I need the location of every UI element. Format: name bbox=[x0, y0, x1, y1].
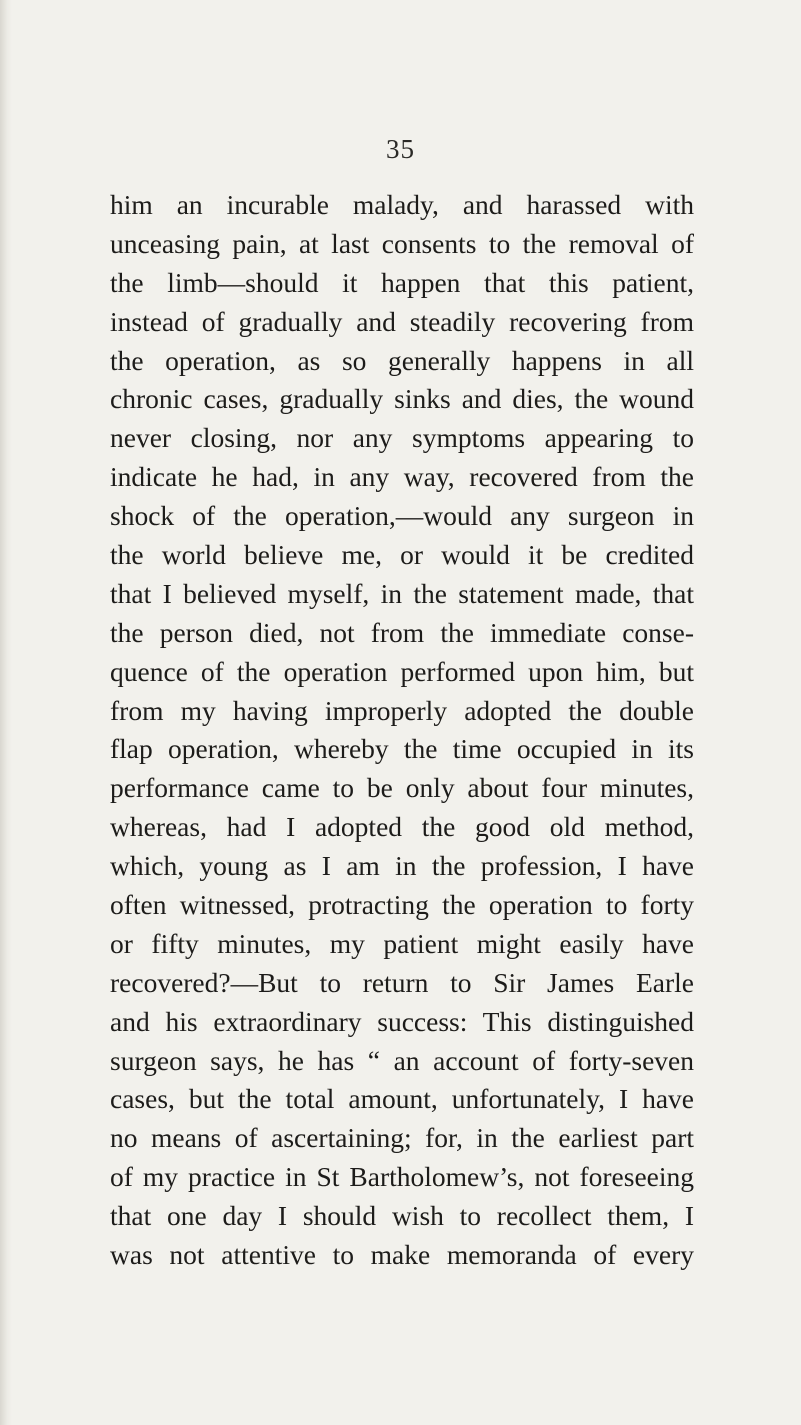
text-line: and his extraordinary success: This distinguished bbox=[110, 1005, 694, 1037]
text-line: indicate he had, in any way, recovered from the bbox=[110, 461, 694, 493]
text-line: chronic cases, gradually sinks and dies, the wound bbox=[110, 383, 694, 415]
text-line: never closing, nor any symptoms appearing to bbox=[110, 422, 694, 454]
text-line: recovered?—But to return to Sir James Earle bbox=[110, 966, 694, 998]
text-line: that I believed myself, in the statement made, that bbox=[110, 577, 694, 609]
text-line: instead of gradually and steadily recovering from bbox=[110, 305, 694, 337]
page-number: 35 bbox=[386, 134, 415, 164]
text-line: often witnessed, protracting the operation to forty bbox=[110, 889, 694, 921]
text-line: of my practice in St Bartholomew’s, not foreseeing bbox=[110, 1161, 694, 1193]
text-line: him an incurable malady, and harassed with bbox=[110, 189, 694, 220]
text-line: whereas, had I adopted the good old method, bbox=[110, 811, 694, 843]
text-line: the limb—should it happen that this patient, bbox=[110, 266, 694, 298]
body-text bbox=[110, 186, 694, 1275]
text-line: quence of the operation performed upon him, but bbox=[110, 655, 694, 687]
text-line: performance came to be only about four minutes, bbox=[110, 772, 694, 804]
text-line: the person died, not from the immediate conse- bbox=[110, 616, 694, 648]
text-line: or fifty minutes, my patient might easily have bbox=[110, 927, 694, 959]
text-line: the operation, as so generally happens in all bbox=[110, 344, 694, 376]
text-line: which, young as I am in the profession, I have bbox=[110, 850, 694, 882]
text-line: was not attentive to make memoranda of every bbox=[110, 1239, 694, 1271]
text-line: that one day I should wish to recollect them, I bbox=[110, 1200, 694, 1232]
text-line: shock of the operation,—would any surgeon in bbox=[110, 500, 694, 532]
text-line: from my having improperly adopted the double bbox=[110, 694, 694, 726]
text-line: surgeon says, he has “ an account of forty-seven bbox=[110, 1044, 694, 1076]
text-line: flap operation, whereby the time occupied in its bbox=[110, 733, 694, 765]
page-edge-shadow bbox=[0, 0, 12, 1425]
text-line: the world believe me, or would it be credited bbox=[110, 539, 694, 571]
text-line: unceasing pain, at last consents to the removal of bbox=[110, 227, 694, 259]
text-line: cases, but the total amount, unfortunately, I have bbox=[110, 1083, 694, 1115]
text-line: no means of ascertaining; for, in the earliest part bbox=[110, 1122, 694, 1154]
